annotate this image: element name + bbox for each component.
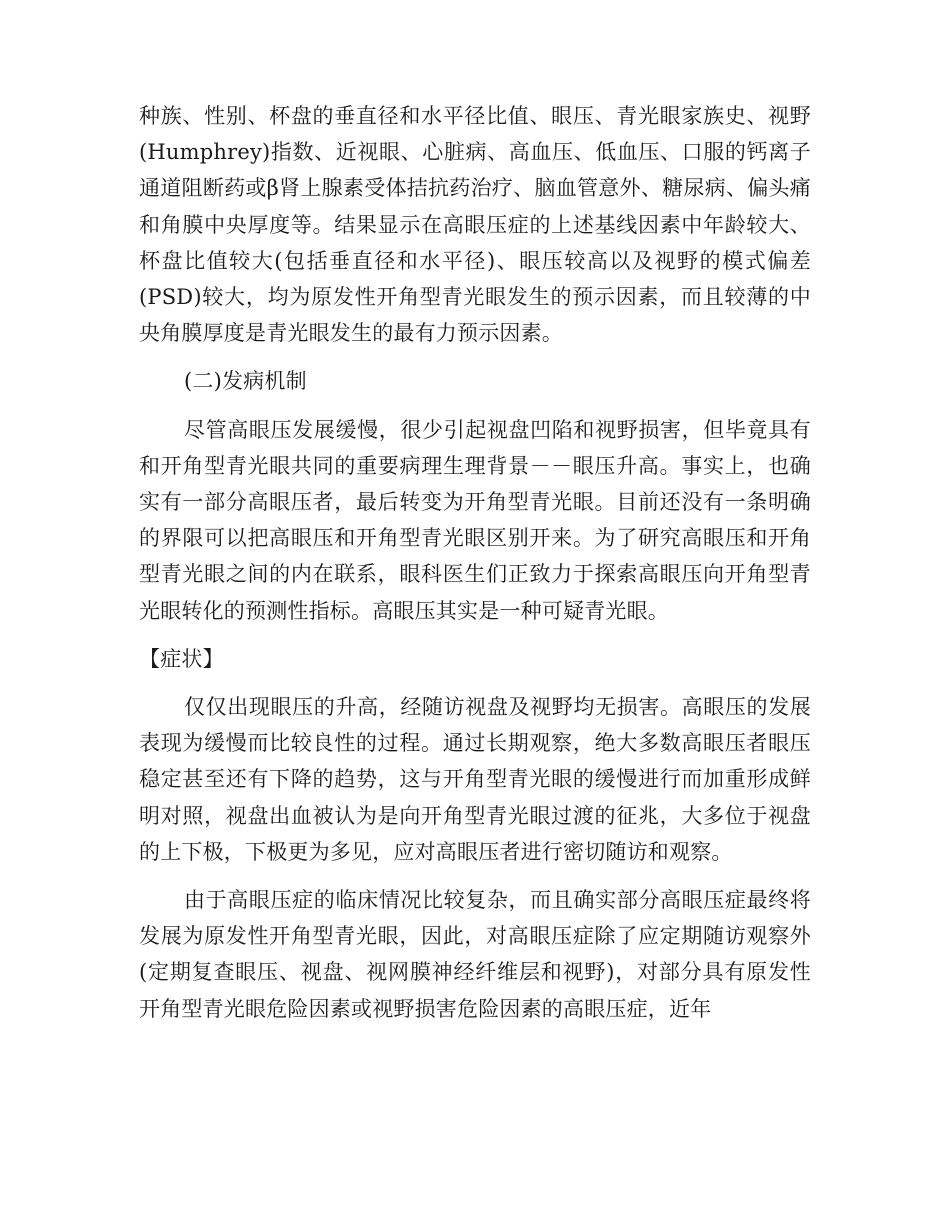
paragraph-symptoms: 仅仅出现眼压的升高，经随访视盘及视野均无损害。高眼压的发展表现为缓慢而比较良性的过程。通过长期观察，绝大多数高眼压者眼压稳定甚至还有下降的趋势，这与开角型青光眼的缓慢进行而加重形成鲜明对照，视盘出血被认为是向开角型青光眼过渡的征兆，大多位于视盘的上下极，下极更为多见，应对高眼压者进行密切随访和观察。 bbox=[139, 695, 811, 864]
paragraph-management: 由于高眼压症的临床情况比较复杂，而且确实部分高眼压症最终将发展为原发性开角型青光眼，因此，对高眼压症除了应定期随访观察外(定期复查眼压、视盘、视网膜神经纤维层和视野)，对部分具有原发性开角型青光眼危险因素或视野损害危险因素的高眼压症，近年 bbox=[139, 888, 811, 1021]
document-page bbox=[139, 98, 811, 1027]
paragraph-pathogenesis: 尽管高眼压发展缓慢，很少引起视盘凹陷和视野损害，但毕竟具有和开角型青光眼共同的重要病理生理背景－－眼压升高。事实上，也确实有一部分高眼压者，最后转变为开角型青光眼。目前还没有一条明确的界限可以把高眼压和开角型青光眼区别开来。为了研究高眼压和开角型青光眼之间的内在联系，眼科医生们正致力于探索高眼压向开角型青光眼转化的预测性指标。高眼压其实是一种可疑青光眼。 bbox=[139, 417, 811, 623]
paragraph-risk-factors: 种族、性别、杯盘的垂直径和水平径比值、眼压、青光眼家族史、视野(Humphrey)指数、近视眼、心脏病、高血压、低血压、口服的钙离子通道阻断药或β肾上腺素受体拮抗药治疗、脑血管意外、糖尿病、偏头痛和角膜中央厚度等。结果显示在高眼压症的上述基线因素中年龄较大、杯盘比值较大(包括垂直径和水平径)、眼压较高以及视野的模式偏差(PSD)较大，均为原发性开角型青光眼发生的预示因素，而且较薄的中央角膜厚度是青光眼发生的最有力预示因素。 bbox=[139, 104, 811, 346]
section-heading-symptoms: 【症状】 bbox=[139, 646, 224, 671]
subheading-pathogenesis: (二)发病机制 bbox=[184, 369, 307, 394]
